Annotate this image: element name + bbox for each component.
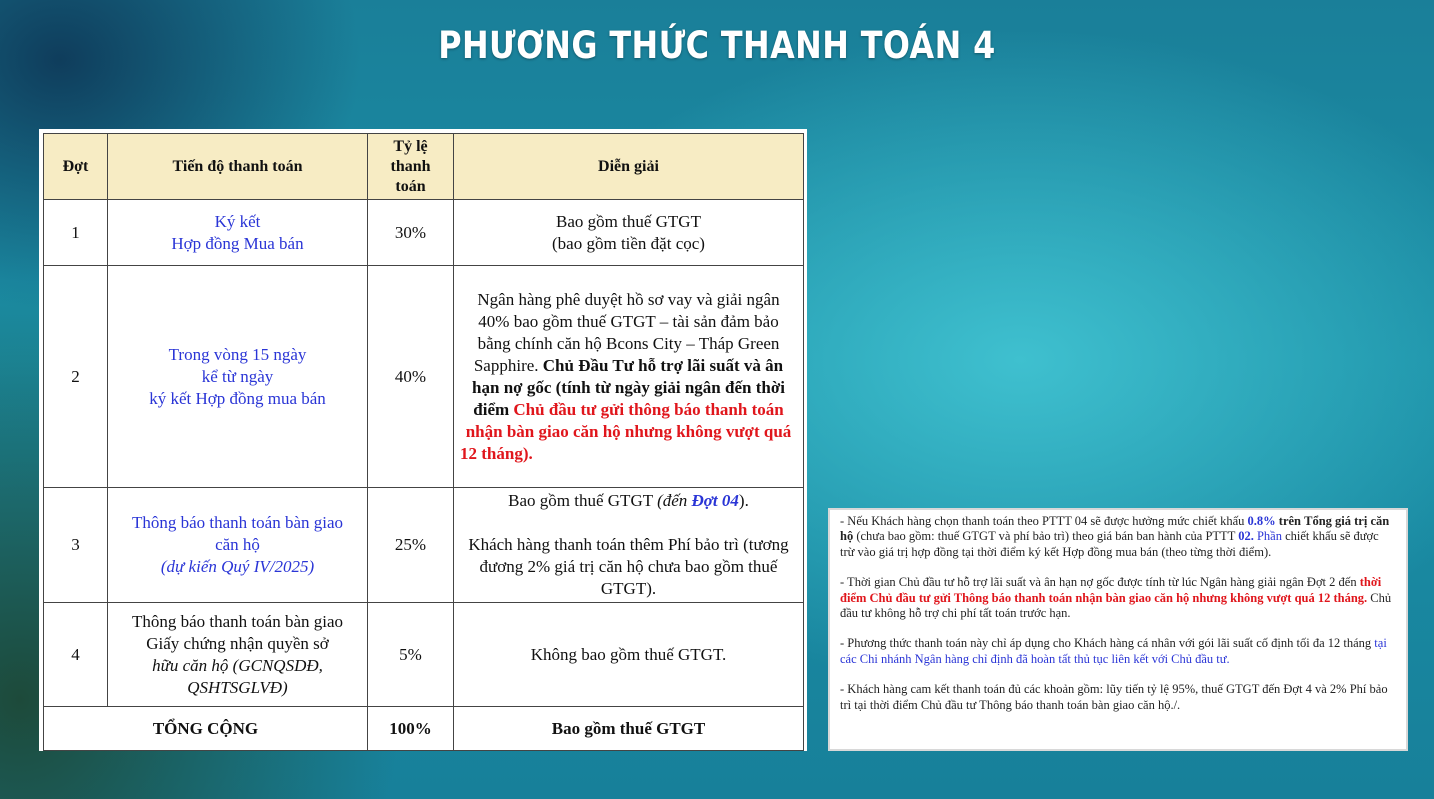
row-1-dot: 1 [44, 200, 108, 266]
header-tien-do: Tiến độ thanh toán [108, 134, 368, 200]
row-2-ty-le: 40% [368, 266, 454, 488]
notes-card [828, 508, 1408, 751]
row-3-tien-do: Thông báo thanh toán bàn giao căn hộ (dự kiến Quý IV/2025) [108, 488, 368, 603]
note-applicability: - Phương thức thanh toán này chỉ áp dụng cho Khách hàng cá nhân với gói lãi suất cố định tối đa 12 tháng tại các Chi nhánh Ngân hàng chỉ định đã hoàn tất thủ tục liên kết với Chủ đầu tư. [840, 636, 1387, 666]
row-3-ty-le: 25% [368, 488, 454, 603]
table-row [44, 488, 804, 603]
note-interest-support: - Thời gian Chủ đầu tư hỗ trợ lãi suất và ân hạn nợ gốc được tính từ lúc Ngân hàng giải ngân Đợt 2 đến thời điểm Chủ đầu tư gửi Thông báo thanh toán nhận bàn giao căn hộ nhưng không vượt quá 12 tháng. Chủ đầu tư không hỗ trợ chi phí tất toán trước hạn. [840, 575, 1392, 621]
row-4-dien-giai: Không bao gồm thuế GTGT. [454, 603, 804, 707]
total-label: TỔNG CỘNG [44, 707, 368, 751]
row-4-ty-le: 5% [368, 603, 454, 707]
table-row [44, 266, 804, 488]
table-total-row [44, 707, 804, 751]
row-2-tien-do: Trong vòng 15 ngày kể từ ngày ký kết Hợp đồng mua bán [108, 266, 368, 488]
row-3-dien-giai: Bao gồm thuế GTGT (đến Đợt 04). Khách hàng thanh toán thêm Phí bảo trì (tương đương 2% giá trị căn hộ chưa bao gồm thuế GTGT). [454, 488, 804, 603]
total-dien-giai: Bao gồm thuế GTGT [454, 707, 804, 751]
header-dot: Đợt [44, 134, 108, 200]
note-discount: - Nếu Khách hàng chọn thanh toán theo PTTT 04 sẽ được hưởng mức chiết khấu 0.8% trên Tổng giá trị căn hộ (chưa bao gồm: thuế GTGT và phí bảo trì) theo giá bán ban hành của PTTT 02. Phần chiết khấu sẽ được trừ vào giá trị hợp đồng tại thời điểm ký kết Hợp đồng mua bán (theo từng thời điểm). [840, 514, 1390, 559]
payment-schedule-table [43, 133, 804, 751]
table-row [44, 200, 804, 266]
row-1-ty-le: 30% [368, 200, 454, 266]
row-1-tien-do: Ký kết Hợp đồng Mua bán [108, 200, 368, 266]
row-1-dien-giai: Bao gồm thuế GTGT (bao gồm tiền đặt cọc) [454, 200, 804, 266]
payment-schedule-table-card [39, 129, 807, 751]
header-ty-le: Tỷ lệ thanh toán [368, 134, 454, 200]
table-header-row [44, 134, 804, 200]
header-dien-giai: Diễn giải [454, 134, 804, 200]
note-commitment: - Khách hàng cam kết thanh toán đủ các khoản gồm: lũy tiến tỷ lệ 95%, thuế GTGT đến Đợt 4 và 2% Phí bảo trì tại thời điểm Chủ đầu tư Thông báo thanh toán bàn giao căn hộ./. [840, 682, 1388, 712]
total-ty-le: 100% [368, 707, 454, 751]
row-4-dot: 4 [44, 603, 108, 707]
page-title: PHƯƠNG THỨC THANH TOÁN 4 [438, 24, 996, 67]
table-row [44, 603, 804, 707]
row-2-dien-giai: Ngân hàng phê duyệt hồ sơ vay và giải ngân 40% bao gồm thuế GTGT – tài sản đảm bảo bằng chính căn hộ Bcons City – Tháp Green Sapphire. Chủ Đầu Tư hỗ trợ lãi suất và ân hạn nợ gốc (tính từ ngày giải ngân đến thời điểm Chủ đầu tư gửi thông báo thanh toán nhận bàn giao căn hộ nhưng không vượt quá 12 tháng). [454, 266, 804, 488]
row-2-dot: 2 [44, 266, 108, 488]
row-4-tien-do: Thông báo thanh toán bàn giao Giấy chứng nhận quyền sở hữu căn hộ (GCNQSDĐ, QSHTSGLVĐ) [108, 603, 368, 707]
row-3-dot: 3 [44, 488, 108, 603]
